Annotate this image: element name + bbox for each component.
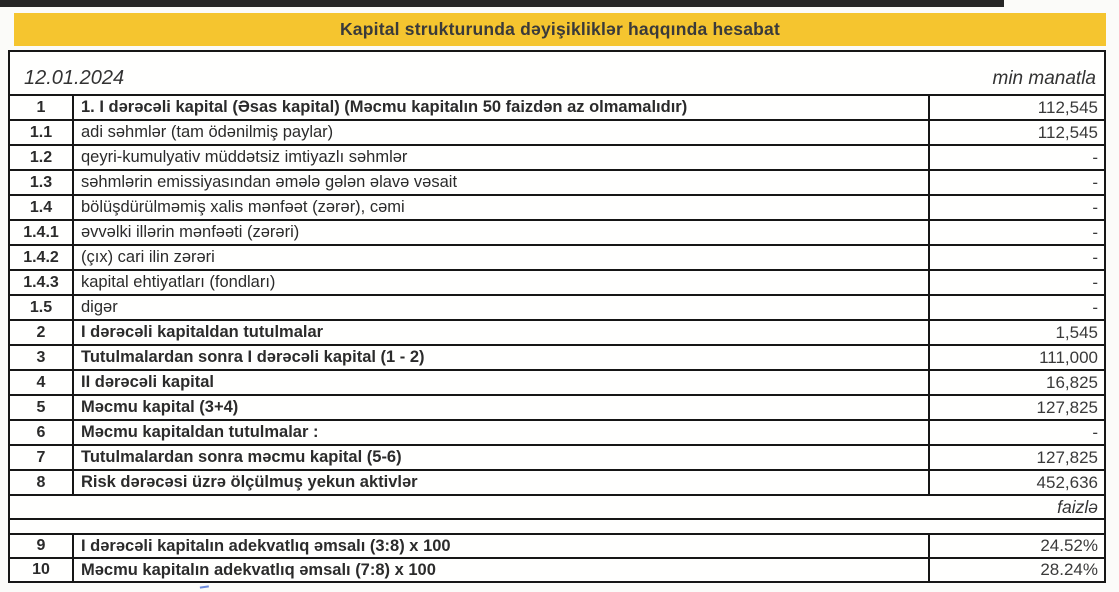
table-row bbox=[10, 194, 1104, 219]
table-row bbox=[10, 394, 1104, 419]
row-number: 2 bbox=[10, 321, 74, 344]
row-label: əvvəlki illərin mənfəəti (zərəri) bbox=[74, 221, 930, 244]
table-row bbox=[10, 419, 1104, 444]
row-label: qeyri-kumulyativ müddətsiz imtiyazlı səhmlər bbox=[74, 146, 930, 169]
row-number: 10 bbox=[10, 559, 74, 581]
row-number: 5 bbox=[10, 396, 74, 419]
row-label: I dərəcəli kapitalın adekvatlıq əmsalı (3:8) x 100 bbox=[74, 535, 930, 557]
row-number: 1.5 bbox=[10, 296, 74, 319]
row-value: - bbox=[1092, 197, 1098, 217]
row-label: adi səhmlər (tam ödənilmiş paylar) bbox=[74, 121, 930, 144]
row-number: 1.3 bbox=[10, 171, 74, 194]
row-value: - bbox=[1092, 422, 1098, 442]
table-row bbox=[10, 533, 1104, 557]
row-value: 127,825 bbox=[1036, 447, 1098, 467]
row-number: 7 bbox=[10, 446, 74, 469]
table-row bbox=[10, 469, 1104, 494]
row-value: - bbox=[1092, 147, 1098, 167]
percent-label: faizlə bbox=[1057, 496, 1098, 517]
row-number: 1.2 bbox=[10, 146, 74, 169]
table-row bbox=[10, 244, 1104, 269]
row-value: 127,825 bbox=[1036, 397, 1098, 417]
row-number: 1.4 bbox=[10, 196, 74, 219]
row-value: - bbox=[1092, 247, 1098, 267]
row-value: 112,545 bbox=[1037, 122, 1098, 142]
row-value: - bbox=[1092, 297, 1098, 317]
table-row bbox=[10, 219, 1104, 244]
report-title: Kapital strukturunda dəyişikliklər haqqında hesabat bbox=[339, 19, 781, 39]
row-number: 8 bbox=[10, 471, 74, 494]
percent-unit-row bbox=[10, 494, 1104, 518]
table-row bbox=[10, 169, 1104, 194]
row-number: 1.4.3 bbox=[10, 271, 74, 294]
row-label: I dərəcəli kapitaldan tutulmalar bbox=[74, 321, 930, 344]
row-label: Tutulmalardan sonra məcmu kapital (5-6) bbox=[74, 446, 930, 469]
row-number: 1.1 bbox=[10, 121, 74, 144]
row-number: 3 bbox=[10, 346, 74, 369]
row-number: 1.4.2 bbox=[10, 246, 74, 269]
row-value: 111,000 bbox=[1039, 347, 1098, 367]
ink-mark bbox=[200, 585, 209, 590]
row-label: (çıx) cari ilin zərəri bbox=[74, 246, 930, 269]
row-number: 1 bbox=[10, 96, 74, 119]
table-row bbox=[10, 144, 1104, 169]
row-label: Risk dərəcəsi üzrə ölçülmuş yekun aktivlər bbox=[74, 471, 930, 494]
table-row bbox=[10, 294, 1104, 319]
main-rows-section bbox=[10, 94, 1104, 494]
row-value: - bbox=[1092, 222, 1098, 242]
table-row bbox=[10, 444, 1104, 469]
row-label: Məcmu kapital (3+4) bbox=[74, 396, 930, 419]
scan-edge-strip bbox=[0, 0, 1004, 7]
percent-rows-section bbox=[10, 533, 1104, 581]
row-label: digər bbox=[74, 296, 930, 319]
row-label: 1. I dərəcəli kapital (Əsas kapital) (Məcmu kapitalın 50 faizdən az olmamalıdır) bbox=[74, 96, 930, 119]
table-row bbox=[10, 119, 1104, 144]
row-label: bölüşdürülməmiş xalis mənfəət (zərər), cəmi bbox=[74, 196, 930, 219]
row-value: 452,636 bbox=[1036, 472, 1098, 492]
row-value: 112,545 bbox=[1037, 97, 1098, 117]
row-number: 4 bbox=[10, 371, 74, 394]
row-label: kapital ehtiyatları (fondları) bbox=[74, 271, 930, 294]
row-label: Məcmu kapitalın adekvatlıq əmsalı (7:8) x 100 bbox=[74, 559, 930, 581]
row-value: 1,545 bbox=[1055, 322, 1098, 342]
table-row bbox=[10, 319, 1104, 344]
report-date: 12.01.2024 bbox=[24, 67, 125, 89]
row-value: 28.24% bbox=[1040, 560, 1098, 579]
table-row bbox=[10, 94, 1104, 119]
row-label: Məcmu kapitaldan tutulmalar : bbox=[74, 421, 930, 444]
row-value: 16,825 bbox=[1046, 372, 1098, 392]
row-value: - bbox=[1092, 172, 1098, 192]
table-row bbox=[10, 557, 1104, 581]
report-title-bar bbox=[14, 13, 1106, 46]
row-number: 9 bbox=[10, 535, 74, 557]
section-spacer bbox=[10, 518, 1104, 533]
unit-label: min manatla bbox=[992, 68, 1096, 89]
row-number: 6 bbox=[10, 421, 74, 444]
table-row bbox=[10, 269, 1104, 294]
row-label: səhmlərin emissiyasından əmələ gələn əlavə vəsait bbox=[74, 171, 930, 194]
row-label: Tutulmalardan sonra I dərəcəli kapital (1 - 2) bbox=[74, 346, 930, 369]
row-number: 1.4.1 bbox=[10, 221, 74, 244]
report-table bbox=[8, 50, 1106, 583]
row-value: 24.52% bbox=[1040, 536, 1098, 555]
table-row bbox=[10, 369, 1104, 394]
row-label: II dərəcəli kapital bbox=[74, 371, 930, 394]
table-row bbox=[10, 344, 1104, 369]
table-header-row bbox=[10, 52, 1104, 94]
row-value: - bbox=[1092, 272, 1098, 292]
